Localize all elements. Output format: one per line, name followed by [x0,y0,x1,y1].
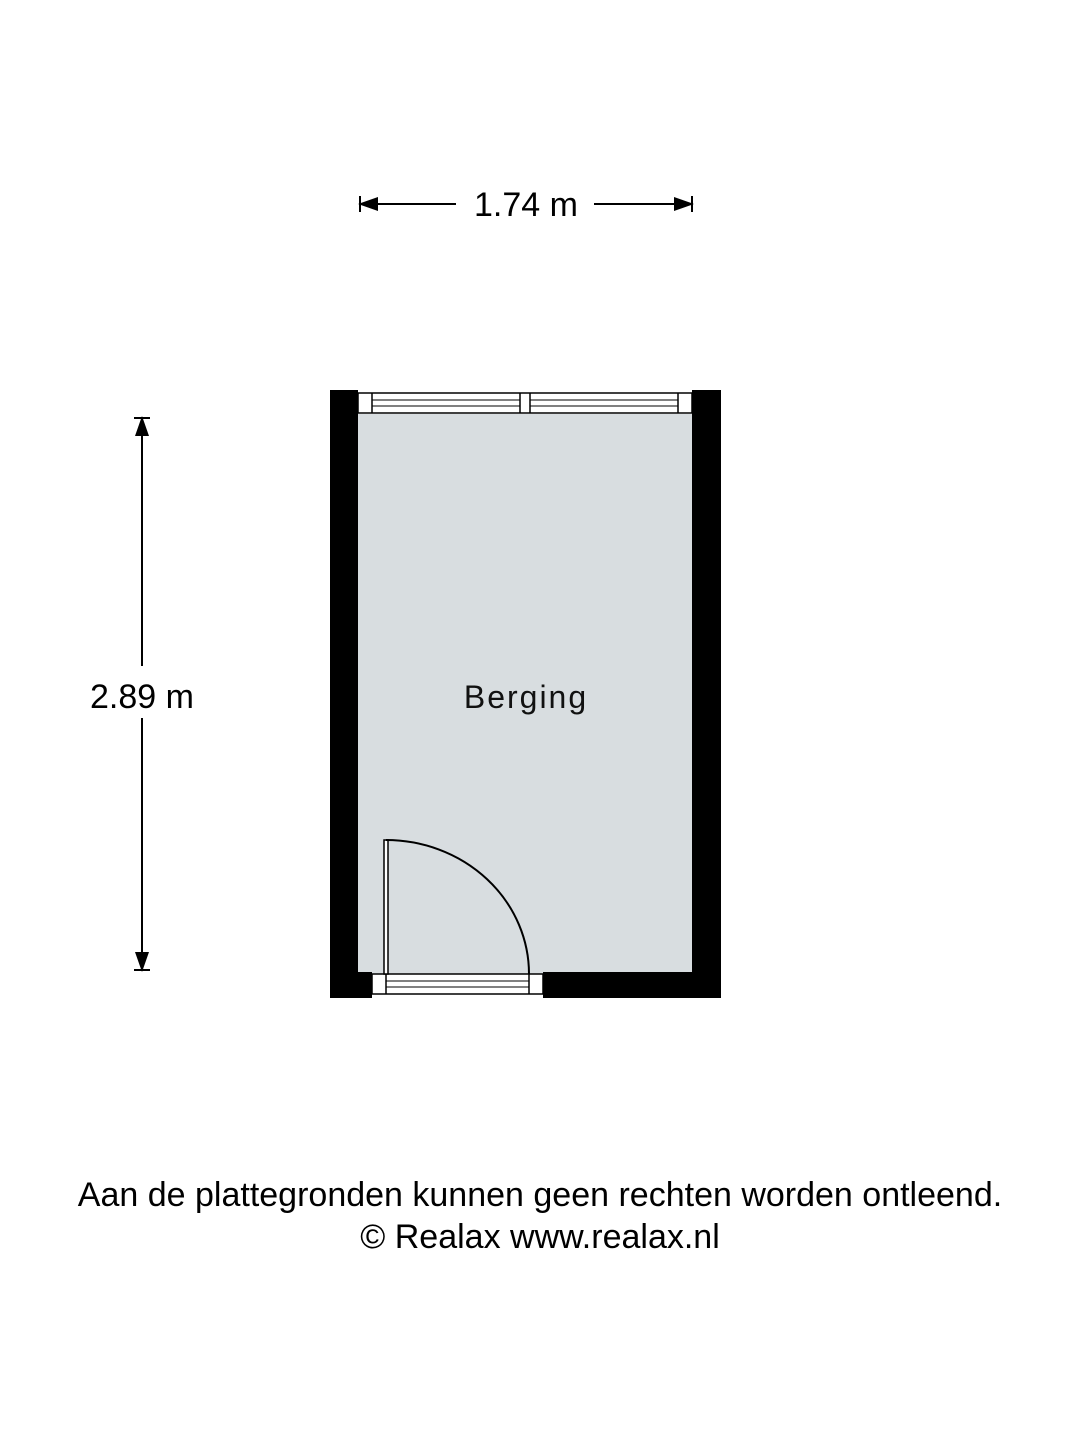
wall-left [330,390,358,998]
disclaimer-text: Aan de plattegronden kunnen geen rechten worden ontleend. [77,1176,1003,1214]
copyright-text: © Realax www.realax.nl [360,1218,720,1256]
room-label: Berging [463,679,589,715]
window-top [358,393,692,413]
width-dimension [360,186,692,224]
door-threshold [372,974,543,994]
height-label: 2.89 m [90,678,194,716]
door-leaf [384,840,388,974]
wall-right [692,390,721,998]
wall-bottom-left [330,972,372,998]
width-label: 1.74 m [474,186,578,224]
wall-bottom-right [543,972,721,998]
height-dimension [90,418,194,970]
footer [0,1174,1080,1258]
